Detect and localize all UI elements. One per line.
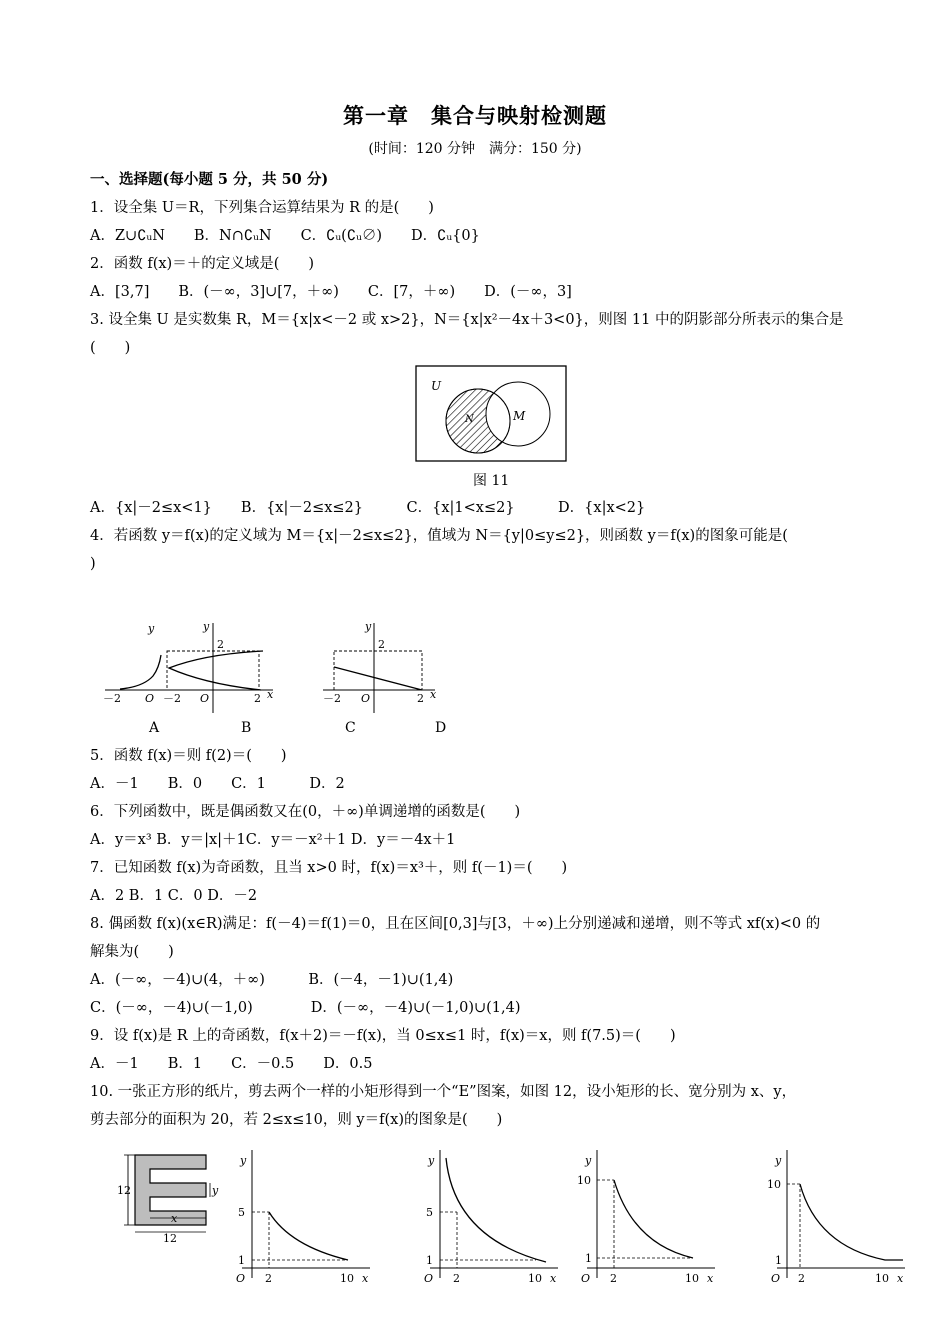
q10-graph-b	[418, 1150, 568, 1290]
graph-c-o: O	[361, 692, 371, 705]
q10-graph-a	[230, 1150, 380, 1290]
e-shape-figure	[113, 1150, 223, 1245]
graph-c-label: C	[345, 720, 356, 736]
question-5-options: A．－1 B．0 C．1 D．2	[90, 776, 345, 792]
g10d-1: 1	[775, 1254, 782, 1267]
g10d-o: O	[771, 1272, 781, 1285]
g10d-2: 2	[798, 1272, 805, 1285]
g10c-10y: 10	[577, 1174, 591, 1187]
graph-c-neg2: －2	[323, 692, 341, 705]
graph-b-label: B	[241, 720, 252, 736]
g10b-x: x	[550, 1272, 557, 1285]
graph-c-2y: 2	[378, 638, 385, 651]
e-label-x: x	[171, 1212, 178, 1225]
q10-graph-d	[765, 1150, 915, 1290]
question-3-bracket: ( )	[90, 340, 131, 356]
g10b-o: O	[424, 1272, 434, 1285]
e-label-12-bottom: 12	[163, 1232, 177, 1245]
graph-a-neg2: －2	[103, 692, 121, 705]
g10d-10: 10	[875, 1272, 889, 1285]
graph-b-2y: 2	[217, 638, 224, 651]
e-label-12-side: 12	[117, 1184, 131, 1197]
question-10-bracket: 剪去部分的面积为 20，若 2≤x≤10，则 y＝f(x)的图象是( )	[90, 1112, 503, 1128]
g10b-10: 10	[528, 1272, 542, 1285]
graph-a-y: y	[148, 622, 155, 635]
g10a-2: 2	[265, 1272, 272, 1285]
question-9-options: A．－1 B．1 C．－0.5 D．0.5	[90, 1056, 373, 1072]
question-8-options-1: A．(－∞，－4)∪(4，＋∞) B．(－4，－1)∪(1,4)	[90, 972, 454, 988]
question-1-options: A．Z∪∁ᵤN B．N∩∁ᵤN C．∁ᵤ(∁ᵤ∅) D．∁ᵤ{0}	[90, 228, 480, 244]
question-5: 5．函数 f(x)＝则 f(2)＝( )	[90, 748, 287, 764]
g10c-2: 2	[610, 1272, 617, 1285]
question-8-bracket: 解集为( )	[90, 944, 174, 960]
g10c-1: 1	[585, 1252, 592, 1265]
question-10: 10. 一张正方形的纸片，剪去两个一样的小矩形得到一个“E”图案，如图 12，设小矩形的长、宽分别为 x、y，	[90, 1084, 797, 1100]
g10c-x: x	[707, 1272, 714, 1285]
g10c-10: 10	[685, 1272, 699, 1285]
question-3-options: A．{x|－2≤x<1} B．{x|－2≤x≤2} C．{x|1<x≤2} D．{x|x<2}	[90, 500, 646, 516]
question-6: 6．下列函数中，既是偶函数又在(0，＋∞)单调递增的函数是( )	[90, 804, 521, 820]
q10-graph-c	[575, 1150, 725, 1290]
question-9: 9．设 f(x)是 R 上的奇函数，f(x＋2)＝－f(x)，当 0≤x≤1 时，f(x)＝x，则 f(7.5)＝( )	[90, 1028, 676, 1044]
g10a-o: O	[236, 1272, 246, 1285]
question-4-bracket: )	[90, 556, 96, 572]
graph-b-o: O	[200, 692, 210, 705]
g10b-5: 5	[426, 1206, 433, 1219]
g10a-1: 1	[238, 1254, 245, 1267]
question-7: 7．已知函数 f(x)为奇函数，且当 x>0 时，f(x)＝x³＋，则 f(－1)＝( )	[90, 860, 568, 876]
graph-b-y: y	[203, 620, 210, 633]
venn-label-u: U	[431, 379, 442, 393]
g10b-2: 2	[453, 1272, 460, 1285]
question-4: 4．若函数 y＝f(x)的定义域为 M＝{x|－2≤x≤2}，值域为 N＝{y|0≤y≤2}，则函数 y＝f(x)的图象可能是(	[90, 528, 788, 544]
section-heading: 一、选择题(每小题 5 分，共 50 分)	[90, 171, 329, 188]
g10d-10y: 10	[767, 1178, 781, 1191]
g10d-y: y	[775, 1154, 782, 1167]
g10a-5: 5	[238, 1206, 245, 1219]
q4-graphs	[95, 610, 455, 720]
g10c-y: y	[585, 1154, 592, 1167]
graph-b-x: x	[267, 688, 274, 701]
graph-b-neg2: －2	[163, 692, 181, 705]
question-8: 8. 偶函数 f(x)(x∈R)满足：f(－4)＝f(1)＝0，且在区间[0,3]与[3，＋∞)上分别递减和递增，则不等式 xf(x)<0 的	[90, 916, 821, 932]
figure-11-caption: 图 11	[473, 473, 510, 489]
page-title: 第一章 集合与映射检测题	[343, 103, 607, 128]
g10c-o: O	[581, 1272, 591, 1285]
question-8-options-2: C．(－∞，－4)∪(－1,0) D．(－∞，－4)∪(－1,0)∪(1,4)	[90, 1000, 521, 1016]
graph-c-2: 2	[417, 692, 424, 705]
graph-b-2: 2	[254, 692, 261, 705]
g10a-10: 10	[340, 1272, 354, 1285]
question-3: 3. 设全集 U 是实数集 R，M＝{x|x<－2 或 x>2}，N＝{x|x²－4x＋3<0}，则图 11 中的阴影部分所表示的集合是	[90, 312, 844, 328]
graph-a-o: O	[145, 692, 155, 705]
venn-diagram	[415, 365, 568, 463]
g10b-y: y	[428, 1154, 435, 1167]
question-2-options: A．[3,7] B．(－∞，3]∪[7，＋∞) C．[7，＋∞) D．(－∞，3]	[90, 284, 572, 300]
g10b-1: 1	[426, 1254, 433, 1267]
exam-info: (时间：120 分钟 满分：150 分)	[368, 141, 582, 157]
question-1: 1．设全集 U＝R，下列集合运算结果为 R 的是( )	[90, 200, 434, 216]
graph-c-x: x	[430, 688, 437, 701]
venn-label-m: M	[513, 409, 526, 423]
graph-c-y: y	[365, 620, 372, 633]
g10a-y: y	[240, 1154, 247, 1167]
graph-a-label: A	[149, 720, 160, 736]
e-label-y: y	[212, 1184, 219, 1197]
question-2: 2．函数 f(x)＝＋的定义域是( )	[90, 256, 315, 272]
g10d-x: x	[897, 1272, 904, 1285]
graph-d-label: D	[435, 720, 447, 736]
question-7-options: A．2 B．1 C．0 D．－2	[90, 888, 258, 904]
g10a-x: x	[362, 1272, 369, 1285]
venn-label-n: N	[465, 414, 474, 425]
question-6-options: A．y＝x³ B．y＝|x|＋1C．y＝－x²＋1 D．y＝－4x＋1	[90, 832, 456, 848]
